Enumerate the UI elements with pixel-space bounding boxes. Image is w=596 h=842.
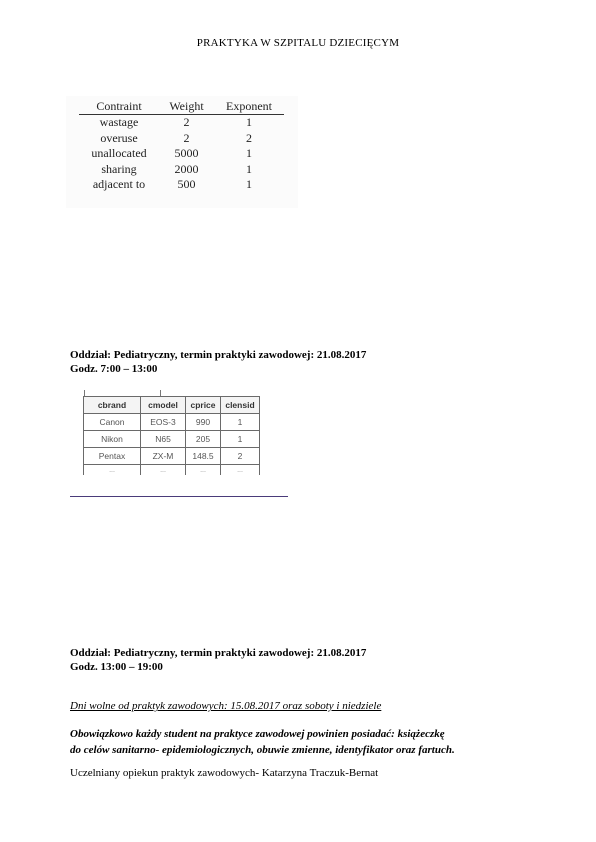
section2-heading (70, 646, 366, 674)
table-row (79, 115, 284, 131)
table-row (84, 448, 260, 465)
table-cell: adjacent to (92, 177, 146, 192)
constraint-table (79, 98, 284, 193)
table-row (79, 177, 284, 193)
table-header-row (84, 397, 260, 414)
table-cell: 148.5 (186, 448, 221, 465)
table-cell: 1 (246, 177, 252, 192)
table-cell: EOS-3 (141, 414, 186, 431)
table-cell: ... (141, 465, 186, 476)
table-cell: 1 (221, 414, 260, 431)
table-cell: 1 (246, 161, 252, 176)
table-row (84, 465, 260, 476)
table-cell: 5000 (174, 146, 199, 161)
ward-term-line: Oddział: Pediatryczny, termin praktyki zawodowej: 21.08.2017 (70, 349, 367, 361)
table-cell: Nikon (84, 431, 141, 448)
table-cell: 1 (246, 146, 252, 161)
free-days-note: Dni wolne od praktyk zawodowych: 15.08.2017 oraz soboty i niedziele (70, 700, 382, 712)
supervisor-line: Uczelniany opiekun praktyk zawodowych- Katarzyna Traczuk-Bernat (70, 767, 379, 779)
camera-table-figure (78, 390, 290, 496)
ward-term-line: Oddział: Pediatryczny, termin praktyki zawodowej: 21.08.2017 (70, 647, 367, 659)
table-cell: wastage (99, 115, 139, 129)
table-cell: unallocated (91, 146, 147, 161)
horizontal-rule (70, 496, 288, 497)
table-cell: 990 (186, 414, 221, 431)
table-row (79, 146, 284, 162)
hours-line: Godz. 7:00 – 13:00 (70, 363, 158, 375)
section1-heading (70, 348, 366, 376)
hours-line: Godz. 13:00 – 19:00 (70, 661, 163, 673)
requirements-line: Obowiązkowo każdy student na praktyce zawodowej powinien posiadać: książeczkę (70, 728, 445, 740)
page-title: PRAKTYKA W SZPITALU DZIECIĘCYM (196, 37, 400, 49)
requirements-line: do celów sanitarno- epidemiologicznych, obuwie zmienne, identyfikator oraz fartuch. (70, 744, 455, 756)
column-header: cmodel (141, 397, 186, 414)
table-row (84, 431, 260, 448)
table-row (79, 162, 284, 178)
table-cell: ... (186, 465, 221, 476)
table-header-row (79, 98, 284, 115)
table-cell: 205 (186, 431, 221, 448)
table-cell: 1 (246, 115, 252, 129)
constraint-table-figure (66, 96, 298, 208)
table-cell: 1 (221, 431, 260, 448)
table-cell: ... (221, 465, 260, 476)
table-cell: 2 (246, 130, 252, 145)
column-header: cprice (186, 397, 221, 414)
table-row (84, 414, 260, 431)
column-header: cbrand (84, 397, 141, 414)
table-cell: 2 (183, 115, 190, 129)
table-cell: overuse (100, 130, 138, 145)
table-cell: N65 (141, 431, 186, 448)
table-row (79, 131, 284, 147)
table-cell: ZX-M (141, 448, 186, 465)
table-cell: Pentax (84, 448, 141, 465)
table-cell: ... (84, 465, 141, 476)
table-cell: sharing (101, 161, 137, 176)
column-header: Exponent (214, 98, 284, 115)
table-cell: Canon (84, 414, 141, 431)
column-header: Contraint (79, 98, 159, 115)
table-cell: 2 (183, 130, 190, 145)
table-cell: 2000 (174, 161, 199, 176)
camera-table (83, 396, 260, 475)
column-header: Weight (159, 98, 214, 115)
table-cell: 2 (221, 448, 260, 465)
table-cell: 500 (177, 177, 196, 192)
requirements-note (70, 726, 455, 758)
column-header: clensid (221, 397, 260, 414)
